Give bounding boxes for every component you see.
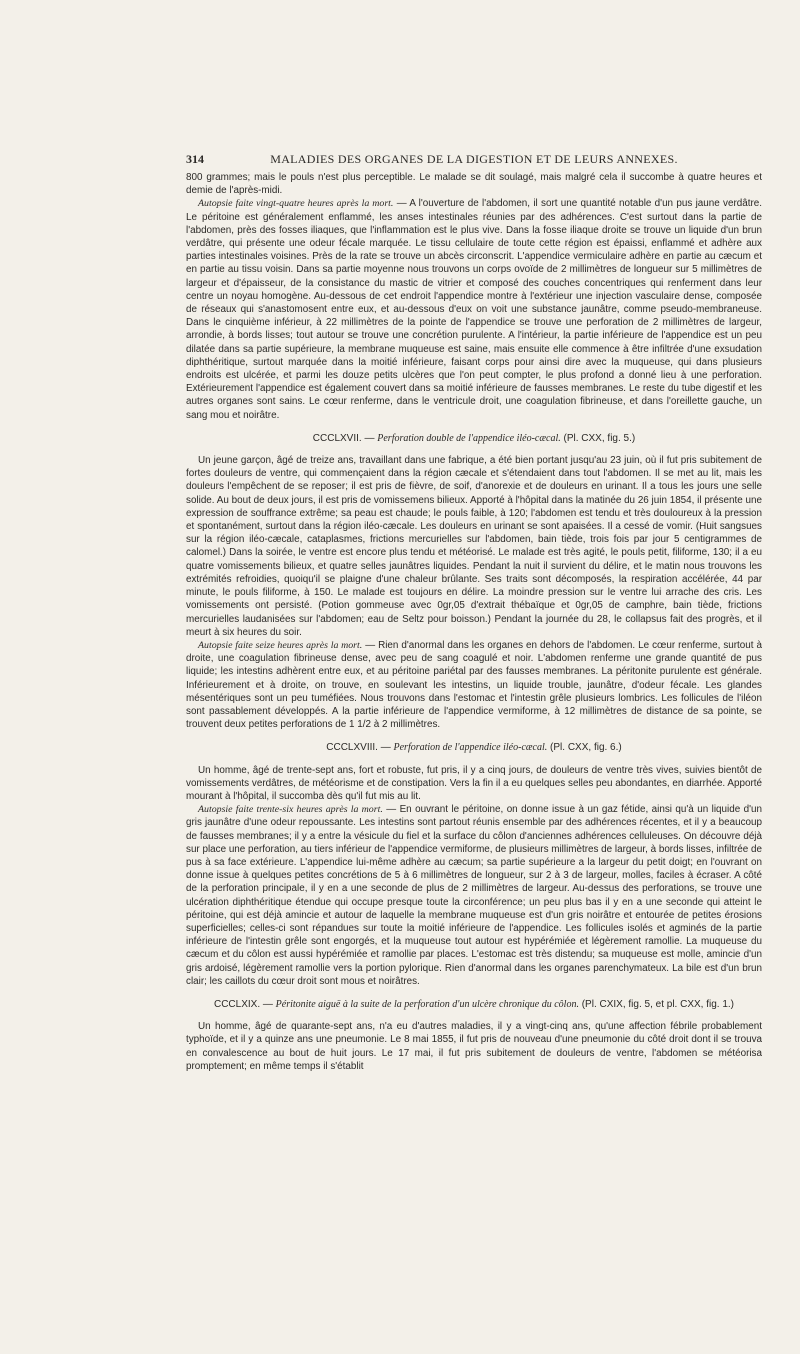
page-number: 314 (186, 152, 204, 166)
case-heading-ccclxix (186, 998, 762, 1011)
autopsy-text: — Rien d'anormal dans les organes en dehors de l'abdomen. Le cœur renferme, surtout à droite, une coagulation fibrineuse dense, avec peu de sang coagulé et noir. L'abdomen renferme une grande quantité de pus liquide; les intestins adhèrent entre eux, et au péritoine pariétal par des fausses membranes. La péritonite purulente est générale. Inférieurement et à droite, on trouve, en soulevant les intestins, un liquide trouble, jaunâtre, d'odeur fécale. Les glandes mésentériques sont un peu tuméfiées. Nous trouvons dans l'estomac et l'intestin grêle plusieurs lombrics. Les follicules de l'iléon sont passablement développés. A la partie inférieure de l'appendice vermiforme, à 12 millimètres de distance de sa pointe, se trouvent deux petites perforations de 1 1/2 à 2 millimètres. (186, 639, 762, 731)
autopsy-lead: Autopsie faite trente-six heures après la mort. (198, 804, 383, 816)
paragraph-continuation: 800 grammes; mais le pouls n'est plus perceptible. Le malade se dit soulagé, mais malgré cela il succombe à quatre heures et demie de l'après-midi. (186, 172, 762, 197)
plate-reference: (Pl. CXX, fig. 5.) (560, 432, 636, 444)
autopsy-lead: Autopsie faite vingt-quatre heures après la mort. (198, 198, 394, 210)
paragraph-case-ccclxix: Un homme, âgé de quarante-sept ans, n'a eu d'autres maladies, il y a vingt-cinq ans, qu'une affection fébrile probablement typhoïde, et il y a quinze ans une pneumonie. Le 8 mai 1855, il fut pris de nouveau d'une pneumonie du côté droit dont il se trouva en convalescence au bout de huit jours. Le 17 mai, il fut pris subitement de douleurs de ventre, l'abdomen se météorisa promptement; en même temps il s'établit (186, 1021, 762, 1072)
paragraph-case-ccclxvii: Un jeune garçon, âgé de treize ans, travaillant dans une fabrique, a été bien portant jusqu'au 23 juin, où il fut pris subitement de fortes douleurs de ventre, qui commençaient dans la région cæcale et s'étendaient dans tout l'abdomen. Il se met au lit, mais les douleurs l'empêchent de se reposer; il est pris de fièvre, de soif, d'anorexie et de douleurs en urinant. Il a tous les jours une selle solide. Au bout de deux jours, il est pris de vomissemens bilieux. Apporté à l'hôpital dans la matinée du 26 juin 1854, il présente une expression de souffrance extrême; sa peau est chaude; le pouls faible, à 120; l'abdomen est tendu et très douloureux à la pression et spontanément, surtout dans la région iléo-cæcale. Les douleurs en urinant se sont apaisées. Il a cessé de vomir. (Huit sangsues sur la région iléo-cæcale, cataplasmes, frictions mercurielles sur l'abdomen, bain tiède, trois fois par jour 5 centigrammes de calomel.) Dans la soirée, le ventre est encore plus tendu et météorisé. Le malade est très agité, le pouls petit, filiforme, 130; il a eu quatre vomissements bilieux, et quatre selles jaunâtres liquides. Pendant la nuit il survient du délire, et le matin nous trouvons les extrémités refroidies, quoiqu'il se plaigne d'une chaleur brûlante. Ses traits sont décomposés, la respiration accélérée, 44 par minute, le pouls filiforme, à 150. Le malade est toujours en délire. La moindre pression sur le ventre lui arrache des cris. Les vomissements ont persisté. (Potion gommeuse avec 0gr,05 d'extrait thébaïque et 0gr,05 de camphre, bain tiède, frictions mercurielles laudanisées sur l'abdomen; eau de Seltz pour boisson.) Pendant la journée du 28, le collapsus fait des progrès, et il meurt à six heures du soir. (186, 455, 762, 638)
case-title: Péritonite aiguë à la suite de la perforation d'un ulcère chronique du côlon. (275, 998, 579, 1010)
running-title: MALADIES DES ORGANES DE LA DIGESTION ET DE LEURS ANNEXES. (270, 152, 678, 166)
paragraph-case-ccclxviii: Un homme, âgé de trente-sept ans, fort et robuste, fut pris, il y a cinq jours, de douleurs de ventre très vives, suivies bientôt de vomissements verdâtres, de météorisme et de constipation. Vers la fin il a eu quelques selles peu abondantes, en diarrhée. Apporté mourant à l'hôpital, il succomba dès qu'il fut mis au lit. (186, 764, 762, 802)
body-text (186, 171, 762, 1073)
paragraph-autopsy-1 (186, 197, 762, 421)
autopsy-lead: Autopsie faite seize heures après la mort. (198, 639, 363, 651)
paragraph-autopsy-2 (186, 639, 762, 731)
case-number: CCCLXVII. — (312, 432, 378, 444)
plate-reference: (Pl. CXX, fig. 6.) (547, 742, 622, 754)
case-title: Perforation de l'appendice iléo-cæcal. (393, 742, 548, 754)
case-number: CCCLXVIII. — (326, 742, 394, 754)
page-header (186, 152, 762, 168)
paragraph-autopsy-3 (186, 803, 762, 988)
case-heading-ccclxvii (186, 432, 762, 445)
plate-reference: (Pl. CXIX, fig. 5, et pl. CXX, fig. 1.) (578, 998, 735, 1010)
autopsy-text: — A l'ouverture de l'abdomen, il sort une quantité notable d'un pus jaune verdâtre. Le péritoine est généralement enflammé, les anses intestinales réunies par des adhérences. C'est surtout dans la partie de l'abdomen, près des fosses iliaques, que l'inflammation est le plus vive. Dans la fosse iliaque droite se trouve un liquide d'un brun verdâtre, qui présente une odeur fécale marquée. Le tissu cellulaire de toute cette région est épaissi, enflammé et adhère aux parties intestinales voisines. Près de la rate se trouve un abcès circonscrit. L'appendice vermiculaire adhère en partie au cæcum et en partie au tissu voisin. Dans sa partie moyenne nous trouvons un corps ovoïde de 2 millimètres de longueur sur 5 millimètres de largeur et d'épaisseur, de la consistance du mastic de vitrier et composé des couches concentriques qui renferment dans leur centre un noyau homogène. Au-dessous de cet endroit l'appendice montre à l'extérieur une injection vasculaire dense, composée de réseaux qui s'anastomosent entre eux, et au-dessous d'eux on voit une substance jaunâtre, comme pseudo-membraneuse. Dans le cinquième inférieur, à 22 millimètres de la pointe de l'appendice se trouve une perforation de 2 millimètres de largeur, arrondie, à bords lisses; tout autour se trouve une concrétion purulente. A l'intérieur, la partie inférieure de l'appendice est un peu dilatée dans sa partie supérieure, la membrane muqueuse est saine, mais ensuite elle commence à être infiltrée d'une exsudation diphthéritique, surtout marquée dans la moitié inférieure, faisant corps pour ainsi dire avec la muqueuse, qui dans plusieurs endroits est ulcérée, et parmi les douze petits ulcères que l'on peut compter, le plus profond a donné lieu à une perforation. Extérieurement l'appendice est également couvert dans sa moitié inférieure de fausses membranes. Le reste du tube digestif et les autres organes sont sains. Le cœur renferme, dans le ventricule droit, une coagulation fibrineuse, et dans l'oreillette gauche, un sang mou et noirâtre. (186, 198, 762, 421)
case-title: Perforation double de l'appendice iléo-cæcal. (377, 432, 561, 444)
case-heading-ccclxviii (186, 741, 762, 754)
autopsy-text: — En ouvrant le péritoine, on donne issue à un gaz fétide, ainsi qu'à un liquide d'un gris jaunâtre d'une odeur repoussante. Les intestins sont partout réunis ensemble par des adhérences récentes, et il y a beaucoup de fausses membranes; il y a entre la vésicule du fiel et la surface du côlon d'anciennes adhérences celluleuses. On découvre déjà sur place une perforation, au tiers inférieur de l'appendice vermiforme, de plusieurs millimètres de largeur, à bords lisses, infiltrée de pus à sa face extérieure. L'appendice lui-même adhère au cæcum; sa partie supérieure a la largeur du petit doigt; en l'ouvrant on donne issue à quelques petites concrétions de 5 à 6 millimètres de longueur, sur 2 à 3 de largeur, molles, faciles à écraser. A côté de la perforation principale, il y en a une seconde de plus de 2 millimètres de largeur. Au-dessus des perforations, se trouve une ulcération diphthéritique étendue qui occupe presque toute la circonférence; un peu plus bas il y en a une seconde qui atteint le péritoine, qui est déjà amincie et autour de laquelle la membrane muqueuse est d'un gris noirâtre et entourée de petites érosions superficielles; celles-ci sont répandues sur toute la moitié inférieure de l'appendice. Les follicules isolés et agminés de la partie inférieure de l'intestin grêle sont engorgés, et la muqueuse tout autour est hypérémiée et légèrement ramollie. La muqueuse du cæcum et du côlon est aussi hypérémiée et ramollie par places. L'estomac est très distendu; sa muqueuse est molle, amincie d'un gris ardoisé, légèrement ramollie vers la portion pylorique. Rien d'anormal dans les organes parenchymateux. La bile est d'un brun clair; les caillots du cœur droit sont mous et noirâtres. (186, 804, 763, 987)
case-number: CCCLXIX. — (213, 998, 276, 1010)
